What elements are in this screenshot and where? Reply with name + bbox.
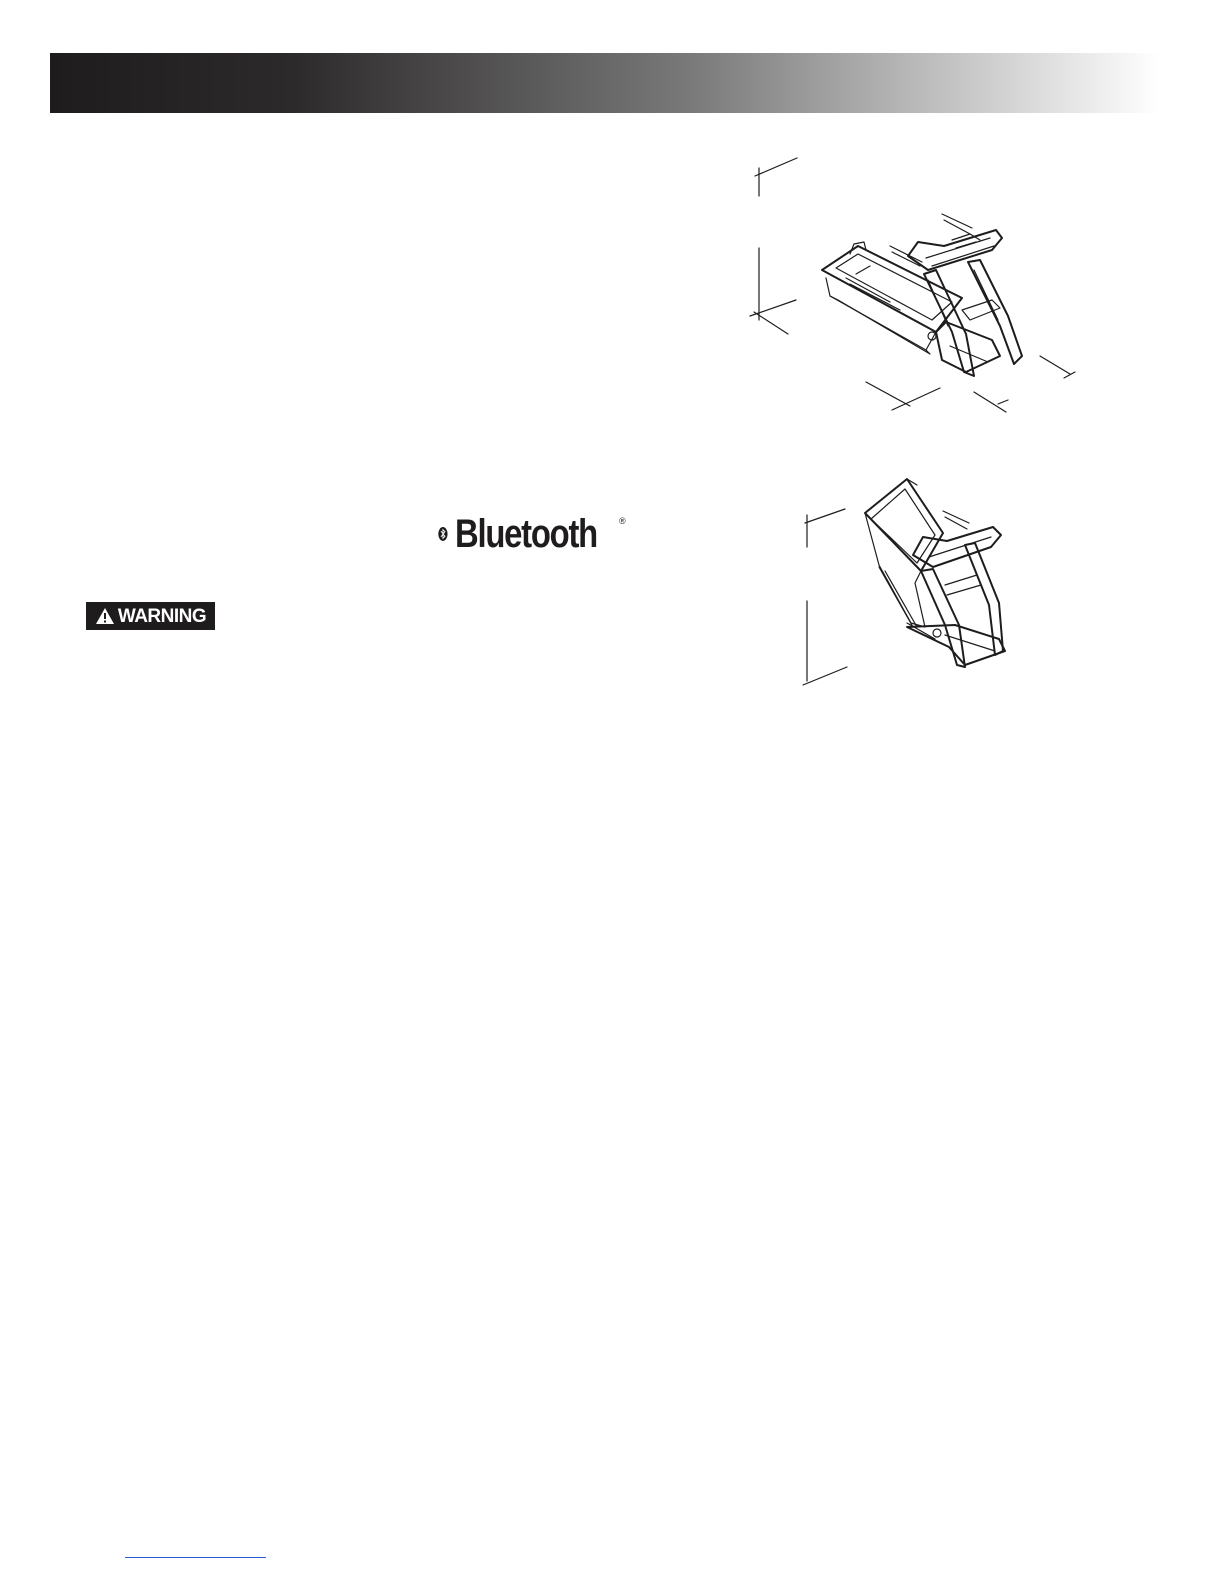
warning-triangle-icon [95,607,115,625]
warning-text: WARNING [117,605,207,627]
treadmill-folded-illustration [795,475,1015,690]
warning-label [86,602,215,630]
bluetooth-wordmark: Bluetooth [454,512,597,556]
header-gradient-bar [50,53,1160,113]
treadmill-unfolded-illustration [730,150,1090,420]
registered-mark: ® [619,516,626,526]
bluetooth-logo [438,507,628,561]
footer-link-underline [125,1557,266,1558]
bluetooth-icon [438,509,448,559]
